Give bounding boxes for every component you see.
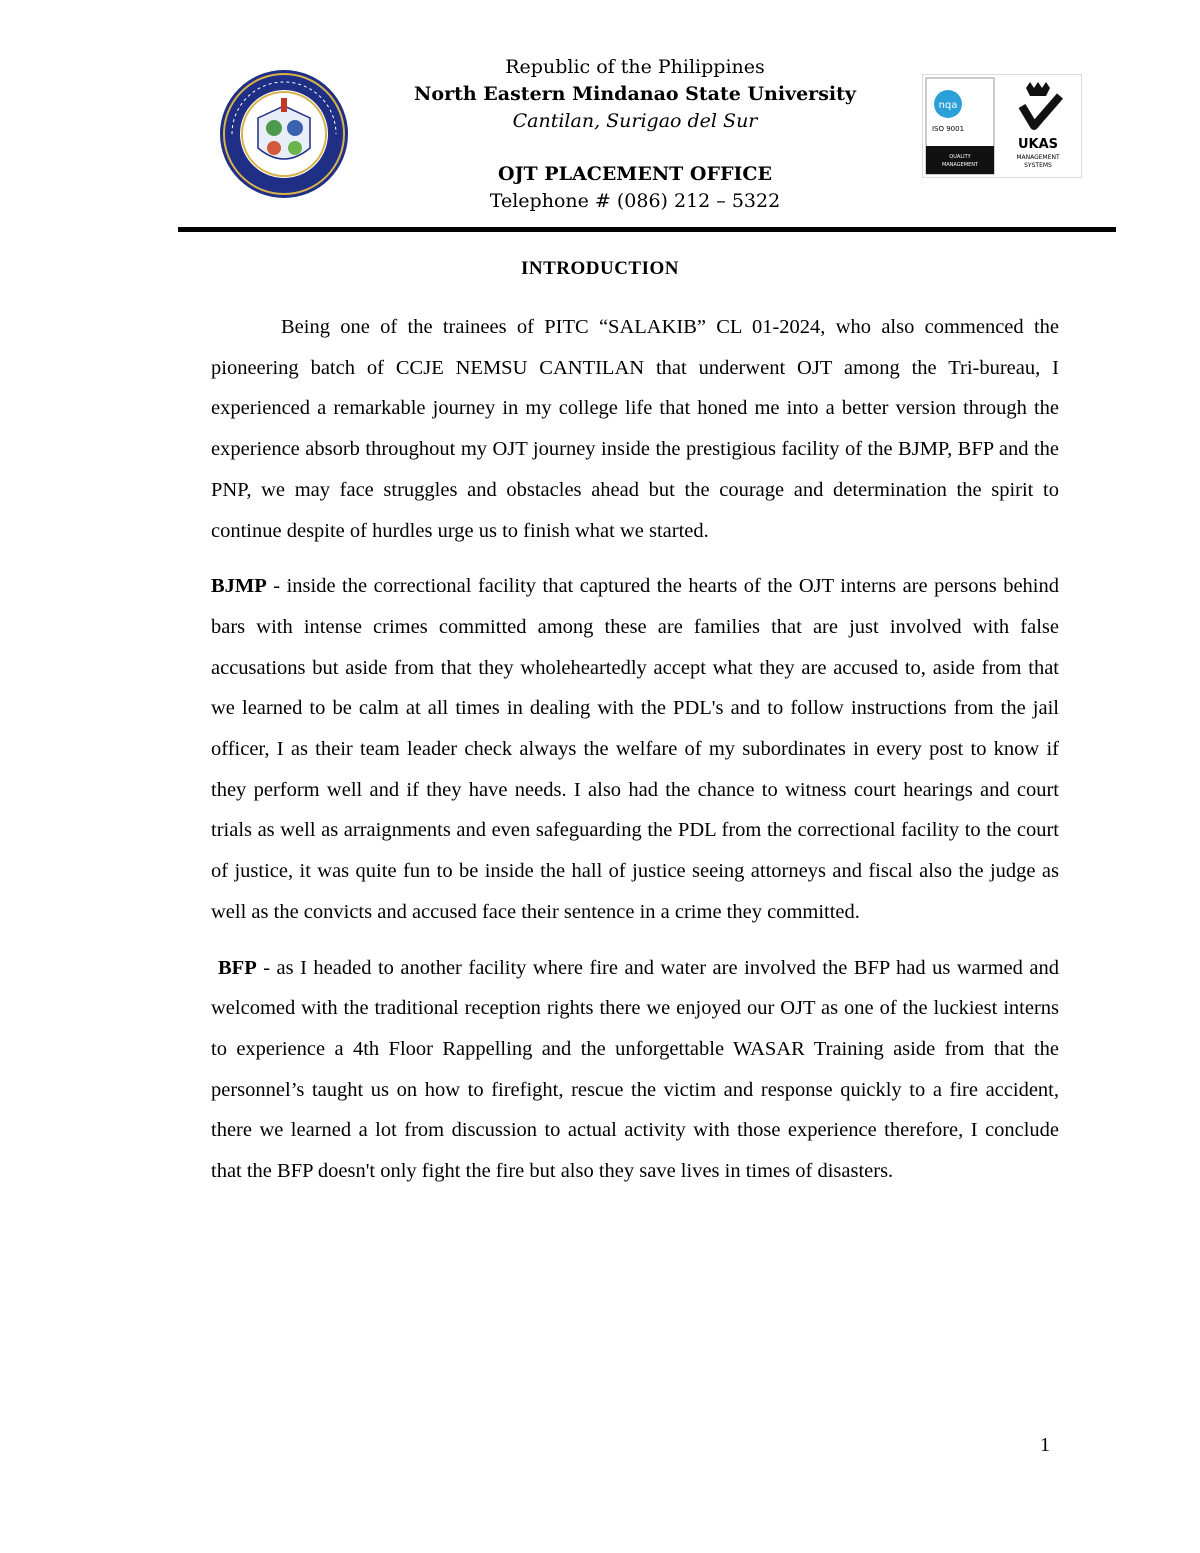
iso-ukas-certification-logo [922, 74, 1082, 178]
university-name: North Eastern Mindanao State University [414, 83, 856, 105]
bjmp-text: - inside the correctional facility that captured the hearts of the OJT interns are persons behind bars with intense crimes committed among these are families that are just involved with false accusations but aside from that they wholeheartedly accept what they are accused to, aside from that we learned to be calm at all times in dealing with the PDL's and to follow instructions from the jail officer, I as their team leader check always the welfare of my subordinates in every post to know if they perform well and if they have needs. I also had the chance to witness court hearings and court trials as well as arraignments and even safeguarding the PDL from the correctional facility to the court of justice, it was quite fun to be inside the hall of justice seeing attorneys and fiscal also the judge as well as the convicts and accused face their sentence in a crime they committed. [211, 575, 1059, 923]
body-content [211, 307, 1059, 1192]
bjmp-paragraph [211, 566, 1059, 932]
office-telephone: Telephone # (086) 212 – 5322 [489, 190, 781, 212]
office-name: OJT PLACEMENT OFFICE [498, 163, 772, 185]
letterhead [380, 54, 890, 215]
svg-text:MANAGEMENT: MANAGEMENT [941, 162, 979, 168]
bfp-text: - as I headed to another facility where fire and water are involved the BFP had us warmed and welcomed with the traditional reception rights there we enjoyed our OJT as one of the luckiest interns to experience a 4th Floor Rappelling and the unforgettable WASAR Training aside from that the personnel’s taught us on how to firefight, rescue the victim and response quickly to a fire accident, there we learned a lot from discussion to actual activity with those experience therefore, I conclude that the BFP doesn't only fight the fire but also they save lives in times of disasters. [211, 956, 1059, 1183]
section-title: INTRODUCTION [520, 258, 680, 279]
university-seal-logo [218, 68, 350, 200]
svg-text:UKAS: UKAS [1017, 137, 1059, 152]
bfp-label: BFP [218, 956, 257, 979]
bfp-paragraph [211, 948, 1059, 1192]
svg-text:QUALITY: QUALITY [949, 154, 971, 160]
svg-text:ISO 9001: ISO 9001 [931, 125, 965, 133]
university-location: Cantilan, Surigao del Sur [512, 110, 758, 132]
republic-line: Republic of the Philippines [505, 56, 765, 78]
svg-text:SYSTEMS: SYSTEMS [1024, 162, 1052, 169]
intro-paragraph: Being one of the trainees of PITC “SALAKIB” CL 01-2024, who also commenced the pioneering batch of CCJE NEMSU CANTILAN that underwent OJT among the Tri-bureau, I experienced a remarkable journey in my college life that honed me into a better version through the experience absorb throughout my OJT journey inside the prestigious facility of the BJMP, BFP and the PNP, we may face struggles and obstacles ahead but the courage and determination the spirit to continue despite of hurdles urge us to finish what we started. [211, 316, 1059, 542]
page-number: 1 [1040, 1434, 1050, 1456]
bjmp-label: BJMP [211, 575, 267, 598]
header-rule [178, 227, 1116, 232]
svg-text:nqa: nqa [938, 100, 958, 111]
svg-text:MANAGEMENT: MANAGEMENT [1016, 154, 1060, 161]
